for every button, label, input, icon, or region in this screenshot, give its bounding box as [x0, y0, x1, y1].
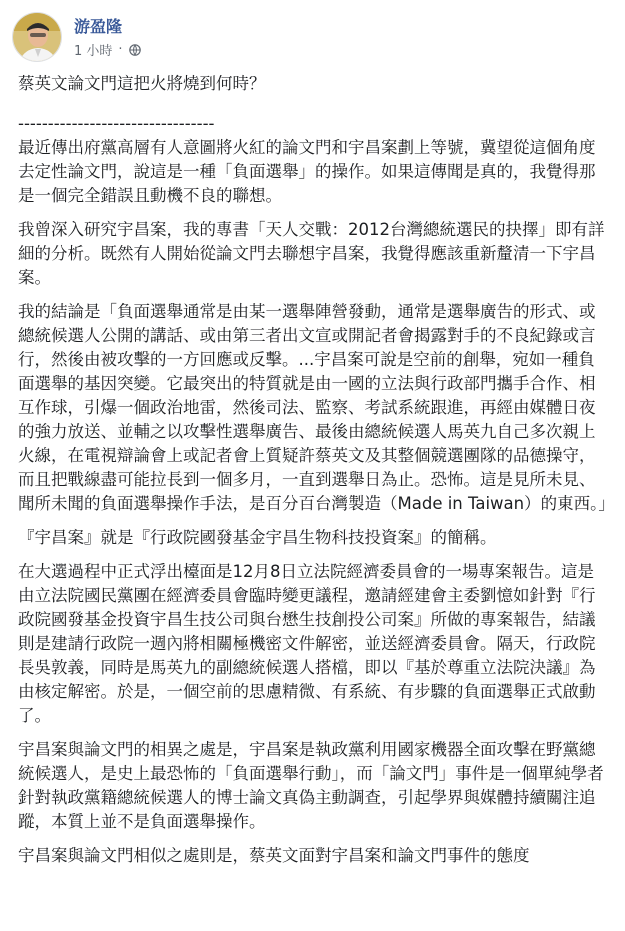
- post-paragraph: 在大選過程中正式浮出檯面是12月8日立法院經濟委員會的一場專案報告。這是由立法院國民黨團在經濟委員會臨時變更議程，邀請經建會主委劉憶如針對『行政院國發基金投資宇昌生技公司與台懋生技創投公司案』所做的專案報告，結議則是建請行政院一週內將相關極機密文件解密，並送經濟委員會。隔天，行政院長吳敦義，同時是馬英九的副總統候選人搭檔，即以『基於尊重立法院決議』為由核定解密。於是，一個空前的思慮精微、有系統、有步驟的負面選舉正式啟動了。: [18, 562, 596, 725]
- post-body: [18, 72, 615, 878]
- post-time[interactable]: 1 小時: [74, 44, 113, 59]
- post-paragraph: 最近傳出府黨高層有人意圖將火紅的論文門和宇昌案劃上等號，冀望從這個角度去定性論文門，說這是一種「負面選舉」的操作。如果這傳聞是真的，我覺得那是一個完全錯誤且動機不良的聯想。: [18, 138, 596, 205]
- post-meta: [74, 40, 141, 59]
- post-paragraph: 我曾深入研究宇昌案，我的專書「天人交戰：2012台灣總統選民的抉擇」即有詳細的分析。既然有人開始從論文門去聯想宇昌案，我覺得應該重新釐清一下宇昌案。: [18, 220, 605, 287]
- avatar[interactable]: [12, 12, 62, 62]
- globe-icon: [129, 44, 141, 56]
- post-title: 蔡英文論文門這把火將燒到何時？: [18, 74, 266, 93]
- post-paragraph: 宇昌案與論文門相似之處則是，蔡英文面對宇昌案和論文門事件的態度: [18, 846, 530, 865]
- meta-separator: ·: [118, 42, 123, 57]
- post-paragraph: 我的結論是「負面選舉通常是由某一選舉陣營發動，通常是選舉廣告的形式、或總統候選人公開的講話、或由第三者出文宣或開記者會揭露對手的不良紀錄或言行，然後由被攻擊的一方回應或反擊。...宇昌案可說是空前的創舉，宛如一種負面選舉的基因突變。它最突出的特質就是由一國的立法與行政部門攜手合作、相互作球，引爆一個政治地雷，然後司法、監察、考試系統跟進，再經由媒體日夜的強力放送、並輔之以攻擊性選舉廣告、最後由總統候選人馬英九自己多次親上火線，在電視辯論會上或記者會上質疑許蔡英文及其整個競選團隊的品德操守，而且把戰線盡可能拉長到一個多月，一直到選舉日為止。恐怖。這是見所未見、聞所未聞的負面選舉操作手法，是百分百台灣製造（Made in Taiwan）的東西。」: [18, 302, 615, 513]
- post-paragraph: 『宇昌案』就是『行政院國發基金宇昌生物科技投資案』的簡稱。: [18, 528, 497, 547]
- post-paragraph: 宇昌案與論文門的相異之處是，宇昌案是執政黨利用國家機器全面攻擊在野黨總統候選人，是史上最恐怖的「負面選舉行動」，而「論文門」事件是一個單純學者針對執政黨籍總統候選人的博士論文真偽主動調查，引起學界與媒體持續關注追蹤，本質上並不是負面選舉操作。: [18, 740, 604, 831]
- author-name[interactable]: 游盈隆: [74, 17, 123, 36]
- post-header: [12, 12, 612, 62]
- post-divider: ---------------------------------: [18, 114, 215, 133]
